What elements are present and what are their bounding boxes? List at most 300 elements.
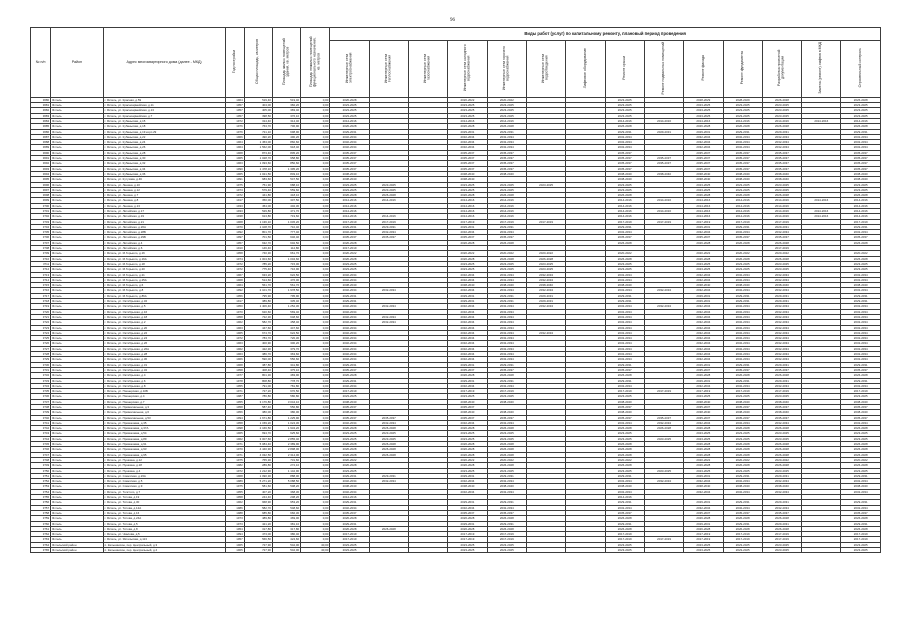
work-period-cell: 2017-2019 (605, 389, 644, 394)
work-period-cell: 2032-2034 (369, 320, 408, 325)
nonresidential-area-cell: 0,00 (301, 251, 330, 256)
work-period-cell: 2026-2028 (841, 526, 881, 531)
district-cell: Яхтель (51, 198, 103, 203)
work-period-cell: 2035-2037 (762, 166, 801, 171)
work-period-cell: 2023-2025 (762, 542, 801, 547)
work-period-cell: 2035-2037 (723, 404, 762, 409)
work-period-cell: 2026-2028 (448, 193, 487, 198)
work-period-cell: 2038-2040 (762, 410, 801, 415)
work-period-cell: 2032-2034 (684, 145, 723, 150)
address-cell: г. Яхтель, ул. Октябрьская, д.22 (103, 330, 225, 335)
year-built-cell: 1964 (225, 145, 244, 150)
col-header-work-9: Ремонт подвальных помещений (644, 41, 683, 98)
work-period-cell: 2029-2031 (330, 473, 369, 478)
year-built-cell: 1982 (225, 463, 244, 468)
work-period-cell: 2023-2025 (487, 113, 526, 118)
address-cell: г. Яхтель, ул. Советская, д.5 (103, 479, 225, 484)
work-period-cell: 2032-2034 (723, 304, 762, 309)
work-period-cell: 2014-2016 (802, 214, 841, 219)
address-cell: г. Яхтель, ул. Кубаньская, д.30 (103, 156, 225, 161)
work-period-cell: 2032-2034 (684, 230, 723, 235)
work-period-cell: 2023-2025 (330, 436, 369, 441)
residential-area-cell: 849,10 (272, 171, 300, 176)
work-period-cell: 2026-2028 (605, 373, 644, 378)
address-cell: г. Яхтель, ул. Кубаньская, д.24 (103, 140, 225, 145)
work-period-cell: 2026-2028 (723, 124, 762, 129)
row-number-cell: 3764 (31, 542, 51, 547)
address-cell: г. Яхтель, ул. Примоковая, д.91 (103, 442, 225, 447)
work-period-cell: 2032-2034 (330, 320, 369, 325)
work-period-cell: 2038-2040 (605, 484, 644, 489)
work-period-cell: 2032-2034 (723, 352, 762, 357)
work-period-cell: 2032-2034 (605, 309, 644, 314)
work-period-cell: 2029-2031 (448, 293, 487, 298)
total-area-cell: 801,30 (244, 373, 272, 378)
nonresidential-area-cell: 0,00 (301, 267, 330, 272)
work-period-cell: 2026-2028 (448, 447, 487, 452)
year-built-cell: 1963 (225, 352, 244, 357)
work-period-cell: 2029-2031 (605, 293, 644, 298)
year-built-cell: 1968 (225, 362, 244, 367)
work-period-cell: 2026-2028 (487, 447, 526, 452)
total-area-cell: 581,60 (244, 484, 272, 489)
total-area-cell: 1 212,90 (244, 468, 272, 473)
work-period-cell: 2014-2016 (802, 118, 841, 123)
nonresidential-area-cell: 0,00 (301, 537, 330, 542)
work-period-cell: 2014-2016 (841, 203, 881, 208)
work-period-cell: 2029-2031 (723, 299, 762, 304)
row-number-cell: 3686 (31, 129, 51, 134)
address-cell: г. Яхтель, ул. Примоковая, д.35 (103, 420, 225, 425)
nonresidential-area-cell: 0,00 (301, 479, 330, 484)
year-built-cell: 1972 (225, 261, 244, 266)
work-period-cell: 2035-2037 (605, 156, 644, 161)
work-period-cell: 2023-2025 (330, 187, 369, 192)
row-number-cell: 3708 (31, 246, 51, 251)
district-cell: Яхтель (51, 224, 103, 229)
work-period-cell: 2032-2034 (330, 420, 369, 425)
work-period-cell: 2032-2034 (330, 230, 369, 235)
work-period-cell: 2026-2028 (684, 426, 723, 431)
work-period-cell: 2032-2034 (487, 336, 526, 341)
work-period-cell: 2026-2028 (762, 516, 801, 521)
address-cell: г. Яхтель, ул. Кубаньская, д.22 (103, 134, 225, 139)
year-built-cell: 1992 (225, 288, 244, 293)
year-built-cell: 1970 (225, 447, 244, 452)
work-period-cell: 2032-2034 (723, 325, 762, 330)
work-period-cell: 2023-2025 (448, 436, 487, 441)
work-period-cell: 2026-2028 (723, 442, 762, 447)
work-period-cell: 2032-2034 (330, 352, 369, 357)
work-period-cell: 2038-2040 (762, 283, 801, 288)
work-period-cell: 2032-2034 (330, 330, 369, 335)
address-cell: г. Яхтель, ул. Пионерская, д.10Б (103, 389, 225, 394)
address-cell: п. Кальнинское, пер. Центральный, д.4 (103, 548, 225, 553)
work-period-cell: 2017-2019 (605, 219, 644, 224)
nonresidential-area-cell: 0,00 (301, 97, 330, 102)
work-period-cell: 2032-2034 (841, 383, 881, 388)
address-cell: г. Яхтель, ул. Литейская, д.17 (103, 209, 225, 214)
address-cell: г. Яхтель, ул. Примоковая, д.37А (103, 426, 225, 431)
work-period-cell: 2032-2034 (487, 479, 526, 484)
work-period-cell: 2032-2034 (684, 357, 723, 362)
work-period-cell: 2020-2022 (605, 251, 644, 256)
address-cell: г. Яхтель, ул. Чкалова, д.5 (103, 532, 225, 537)
total-area-cell: 722,30 (244, 314, 272, 319)
row-number-cell: 3759 (31, 516, 51, 521)
total-area-cell: 1 021,50 (244, 171, 272, 176)
nonresidential-area-cell: 0,00 (301, 399, 330, 404)
work-period-cell: 2032-2034 (723, 140, 762, 145)
total-area-cell: 289,80 (244, 463, 272, 468)
work-period-cell: 2032-2034 (762, 314, 801, 319)
work-period-cell: 2032-2034 (723, 134, 762, 139)
work-period-cell: 2026-2028 (762, 452, 801, 457)
district-cell: Яхтель (51, 118, 103, 123)
total-area-cell: 873,40 (244, 150, 272, 155)
residential-area-cell: 719,60 (272, 214, 300, 219)
work-period-cell: 2032-2034 (723, 357, 762, 362)
residential-area-cell: 953,20 (272, 500, 300, 505)
work-period-cell: 2026-2028 (684, 463, 723, 468)
work-period-cell: 2026-2028 (448, 373, 487, 378)
nonresidential-area-cell: 0,00 (301, 352, 330, 357)
work-period-cell: 2023-2025 (330, 108, 369, 113)
work-period-cell: 2014-2016 (330, 203, 369, 208)
year-built-cell: 1955 (225, 383, 244, 388)
row-number-cell: 3695 (31, 177, 51, 182)
work-period-cell: 2023-2025 (487, 267, 526, 272)
address-cell: г. Яхтель, ул. Литейская, д.4 (103, 240, 225, 245)
work-period-cell: 2026-2028 (684, 442, 723, 447)
col-header-work-1: Инженерные сети электроснабжения (330, 41, 369, 98)
work-period-cell: 2029-2031 (487, 362, 526, 367)
col-header-work-13: Замена (ремонт) лифтов в МКД (802, 41, 841, 98)
row-number-cell: 3726 (31, 341, 51, 346)
work-period-cell: 2029-2031 (487, 521, 526, 526)
residential-area-cell: 382,20 (272, 103, 300, 108)
residential-area-cell: 335,40 (272, 299, 300, 304)
residential-area-cell: 556,60 (272, 357, 300, 362)
work-period-cell: 2035-2037 (605, 510, 644, 515)
work-period-cell: 2032-2034 (487, 140, 526, 145)
work-period-cell: 2026-2028 (330, 240, 369, 245)
work-period-cell: 2032-2034 (605, 277, 644, 282)
nonresidential-area-cell: 0,00 (301, 118, 330, 123)
work-period-cell: 2032-2034 (762, 309, 801, 314)
total-area-cell: 317,80 (244, 526, 272, 531)
row-number-cell: 3725 (31, 336, 51, 341)
row-number-cell: 3683 (31, 113, 51, 118)
work-period-cell: 2026-2028 (330, 193, 369, 198)
nonresidential-area-cell: 0,00 (301, 187, 330, 192)
row-number-cell: 3754 (31, 489, 51, 494)
work-period-cell: 2014-2016 (487, 203, 526, 208)
work-period-cell: 2032-2034 (487, 320, 526, 325)
row-number-cell: 3709 (31, 251, 51, 256)
address-cell: г. Яхтель, ул. Привокзальная, д.53 (103, 415, 225, 420)
work-period-cell: 2026-2028 (487, 516, 526, 521)
district-cell: Яхтель (51, 457, 103, 462)
total-area-cell: 386,70 (244, 352, 272, 357)
work-period-cell: 2032-2034 (684, 277, 723, 282)
nonresidential-area-cell: 0,00 (301, 378, 330, 383)
work-period-cell: 2032-2034 (723, 314, 762, 319)
address-cell: г. Яхтель, ул. Титова, д.19 (103, 495, 225, 500)
work-period-cell: 2032-2034 (684, 336, 723, 341)
residential-area-cell: 418,10 (272, 193, 300, 198)
address-cell: г. Яхтель, ул. Красноармейская, д.13 (103, 108, 225, 113)
work-period-cell: 2014-2016 (487, 118, 526, 123)
work-period-cell: 2035-2037 (762, 415, 801, 420)
residential-area-cell: 778,70 (272, 378, 300, 383)
nonresidential-area-cell: 0,00 (301, 336, 330, 341)
address-cell: г. Яхтель, ул. Привокзальная, д.3 (103, 404, 225, 409)
row-number-cell: 3749 (31, 463, 51, 468)
address-cell: г. Яхтель, ул. Примоковая, д.89 (103, 436, 225, 441)
work-period-cell: 2026-2028 (684, 452, 723, 457)
work-period-cell: 2032-2034 (448, 314, 487, 319)
nonresidential-area-cell: 0,00 (301, 357, 330, 362)
work-period-cell: 2017-2019 (369, 219, 408, 224)
work-period-cell: 2032-2034 (841, 272, 881, 277)
page-number: 96 (450, 18, 455, 23)
work-period-cell (369, 548, 408, 553)
residential-area-cell: 1 252,30 (272, 304, 300, 309)
year-built-cell: 1962 (225, 346, 244, 351)
work-period-cell: 2032-2034 (487, 134, 526, 139)
district-cell: Яхтель (51, 240, 103, 245)
work-period-cell: 2026-2028 (605, 256, 644, 261)
residential-area-cell: 706,90 (272, 124, 300, 129)
work-period-cell: 2038-2040 (487, 484, 526, 489)
address-cell: г. Яхтель, ул. Кубаньская, д.26 (103, 145, 225, 150)
work-period-cell: 2014-2016 (605, 209, 644, 214)
work-period-cell: 2014-2016 (605, 214, 644, 219)
residential-area-cell: 483,90 (272, 373, 300, 378)
work-period-cell: 2023-2025 (762, 261, 801, 266)
work-period-cell: 2032-2034 (330, 336, 369, 341)
nonresidential-area-cell: 0,00 (301, 272, 330, 277)
row-number-cell: 3751 (31, 473, 51, 478)
work-period-cell: 2029-2031 (762, 293, 801, 298)
total-area-cell: 801,70 (244, 230, 272, 235)
address-cell: г. Яхтель, ул. Литейская, д.19 (103, 214, 225, 219)
residential-area-cell: 314,40 (272, 118, 300, 123)
work-period-cell: 2032-2034 (487, 145, 526, 150)
address-cell: г. Яхтель, ул. Титова, д.8 (103, 526, 225, 531)
address-cell: г. Яхтель, ул. Советская, д.9 (103, 484, 225, 489)
work-period-cell: 2023-2025 (330, 182, 369, 187)
work-period-cell: 2038-2040 (723, 484, 762, 489)
year-built-cell: 1958 (225, 495, 244, 500)
nonresidential-area-cell: 0,00 (301, 256, 330, 261)
work-period-cell: 2023-2025 (330, 542, 369, 547)
work-period-cell: 2032-2034 (448, 277, 487, 282)
total-area-cell: 389,80 (244, 299, 272, 304)
work-period-cell: 2014-2016 (762, 118, 801, 123)
total-area-cell: 1 159,20 (244, 420, 272, 425)
residential-area-cell: 379,70 (272, 346, 300, 351)
residential-area-cell: 698,90 (272, 129, 300, 134)
address-cell: г. Яхтель, ул. Примоковая, д.95 (103, 452, 225, 457)
work-period-cell: 2032-2034 (448, 140, 487, 145)
nonresidential-area-cell: 0,00 (301, 214, 330, 219)
year-built-cell: 1957 (225, 113, 244, 118)
work-period-cell: 2029-2031 (448, 362, 487, 367)
row-number-cell: 3716 (31, 288, 51, 293)
nonresidential-area-cell: 0,00 (301, 198, 330, 203)
work-period-cell: 2026-2028 (330, 124, 369, 129)
nonresidential-area-cell: 0,00 (301, 203, 330, 208)
work-period-cell: 2035-2037 (448, 367, 487, 372)
total-area-cell: 408,40 (244, 367, 272, 372)
year-built-cell: 1975 (225, 457, 244, 462)
year-built-cell: 1965 (225, 431, 244, 436)
district-cell: Яхтельский район (51, 542, 103, 547)
address-cell: г. Яхтель, ул. Титова, д.24А (103, 516, 225, 521)
work-period-cell: 2023-2025 (448, 267, 487, 272)
work-period-cell: 2035-2037 (487, 150, 526, 155)
total-area-cell: 3 176,80 (244, 399, 272, 404)
work-period-cell: 2035-2037 (723, 510, 762, 515)
district-cell: Яхтель (51, 410, 103, 415)
work-period-cell: 2035-2037 (330, 510, 369, 515)
work-period-cell: 2014-2016 (723, 118, 762, 123)
district-cell: Яхтель (51, 468, 103, 473)
year-built-cell: 1973 (225, 187, 244, 192)
work-period-cell: 2020-2022 (684, 251, 723, 256)
residential-area-cell: 300,20 (272, 341, 300, 346)
work-period-cell: 2017-2019 (644, 389, 683, 394)
work-period-cell: 2032-2034 (330, 145, 369, 150)
work-period-cell: 2026-2028 (841, 463, 881, 468)
nonresidential-area-cell: 0,00 (301, 108, 330, 113)
work-period-cell: 2035-2037 (448, 510, 487, 515)
work-period-cell: 2032-2034 (684, 320, 723, 325)
work-period-cell: 2023-2025 (723, 542, 762, 547)
row-number-cell: 3737 (31, 399, 51, 404)
residential-area-cell: 710,40 (272, 224, 300, 229)
address-cell: г. Яхтель, ул. Октябрьская, д.2 (103, 320, 225, 325)
work-period-cell: 2035-2037 (487, 156, 526, 161)
district-cell: Яхтель (51, 383, 103, 388)
work-period-cell: 2032-2034 (448, 309, 487, 314)
work-period-cell: 2023-2025 (605, 431, 644, 436)
work-period-cell: 2035-2037 (684, 367, 723, 372)
year-built-cell: 1958 (225, 367, 244, 372)
work-period-cell: 2023-2025 (841, 113, 881, 118)
work-period-cell: 2014-2016 (330, 495, 369, 500)
work-period-cell: 2032-2034 (762, 357, 801, 362)
col-header-work-12: Разработка проектной документации (762, 41, 801, 98)
work-period-cell: 2023-2025 (684, 187, 723, 192)
row-number-cell: 3761 (31, 526, 51, 531)
work-period-cell: 2038-2040 (330, 410, 369, 415)
work-period-cell: 2026-2028 (762, 442, 801, 447)
col-header-work-5: Инженерные сети горячего водоснабжения (487, 41, 526, 98)
nonresidential-area-cell: 0,00 (301, 299, 330, 304)
work-period-cell: 2032-2034 (369, 230, 408, 235)
nonresidential-area-cell: 0,00 (301, 516, 330, 521)
work-period-cell: 2014-2016 (723, 209, 762, 214)
work-period-cell: 2023-2025 (330, 113, 369, 118)
work-period-cell: 2026-2028 (330, 426, 369, 431)
row-number-cell: 3765 (31, 548, 51, 553)
work-period-cell: 2017-2019 (684, 532, 723, 537)
residential-area-cell: 622,50 (272, 330, 300, 335)
work-period-cell: 2020-2022 (605, 457, 644, 462)
work-period-cell: 2014-2016 (684, 198, 723, 203)
work-period-cell: 2032-2034 (605, 145, 644, 150)
work-period-cell: 2035-2037 (684, 404, 723, 409)
nonresidential-area-cell: 0,00 (301, 113, 330, 118)
row-number-cell: 3691 (31, 156, 51, 161)
row-number-cell: 3719 (31, 304, 51, 309)
district-cell: Яхтель (51, 145, 103, 150)
work-period-cell: 2035-2037 (684, 235, 723, 240)
work-period-cell: 2029-2031 (605, 378, 644, 383)
work-period-cell: 2026-2028 (841, 193, 881, 198)
residential-area-cell: 805,20 (272, 150, 300, 155)
nonresidential-area-cell: 0,00 (301, 325, 330, 330)
year-built-cell: 1965 (225, 330, 244, 335)
work-period-cell: 2023-2025 (526, 267, 565, 272)
address-cell: г. Яхтель, ул. Октябрьская, д.30 (103, 357, 225, 362)
year-built-cell: 1972 (225, 193, 244, 198)
district-cell: Яхтель (51, 97, 103, 102)
col-header-work-14: Строительный контроль (841, 41, 881, 98)
work-period-cell: 2032-2034 (684, 304, 723, 309)
district-cell: Яхтель (51, 283, 103, 288)
address-cell: г. Яхтель, ул. Октябрьская, д.5 (103, 304, 225, 309)
work-period-cell: 2032-2034 (841, 134, 881, 139)
total-area-cell: 751,90 (244, 182, 272, 187)
total-area-cell: 2 101,70 (244, 288, 272, 293)
total-area-cell: 968,90 (244, 500, 272, 505)
work-period-cell: 2032-2034 (526, 304, 565, 309)
work-period-cell: 2032-2034 (723, 320, 762, 325)
work-period-cell: 2035-2037 (762, 510, 801, 515)
work-period-cell: 2038-2040 (723, 171, 762, 176)
work-period-cell: 2029-2031 (330, 521, 369, 526)
total-area-cell: 489,80 (244, 516, 272, 521)
year-built-cell: 1962 (225, 436, 244, 441)
year-built-cell: 1966 (225, 134, 244, 139)
work-period-cell: 2032-2034 (487, 346, 526, 351)
year-built-cell: 1970 (225, 309, 244, 314)
row-number-cell: 3732 (31, 373, 51, 378)
work-period-cell: 2023-2025 (841, 436, 881, 441)
work-period-cell: 2023-2025 (684, 436, 723, 441)
work-period-cell: 2014-2016 (369, 214, 408, 219)
work-period-cell (526, 548, 565, 553)
residential-area-cell: 1 395,20 (272, 166, 300, 171)
work-period-cell: 2032-2034 (448, 320, 487, 325)
total-area-cell: 1 090,30 (244, 473, 272, 478)
work-period-cell: 2035-2037 (448, 235, 487, 240)
residential-area-cell: 380,00 (272, 410, 300, 415)
work-period-cell: 2023-2025 (841, 548, 881, 553)
work-period-cell: 2023-2025 (723, 113, 762, 118)
nonresidential-area-cell: 0,00 (301, 362, 330, 367)
work-period-cell: 2032-2034 (762, 330, 801, 335)
work-period-cell: 2038-2040 (330, 283, 369, 288)
work-period-cell: 2023-2025 (330, 431, 369, 436)
total-area-cell: 694,70 (244, 431, 272, 436)
work-period-cell: 2026-2028 (723, 256, 762, 261)
work-period-cell: 2029-2031 (841, 224, 881, 229)
